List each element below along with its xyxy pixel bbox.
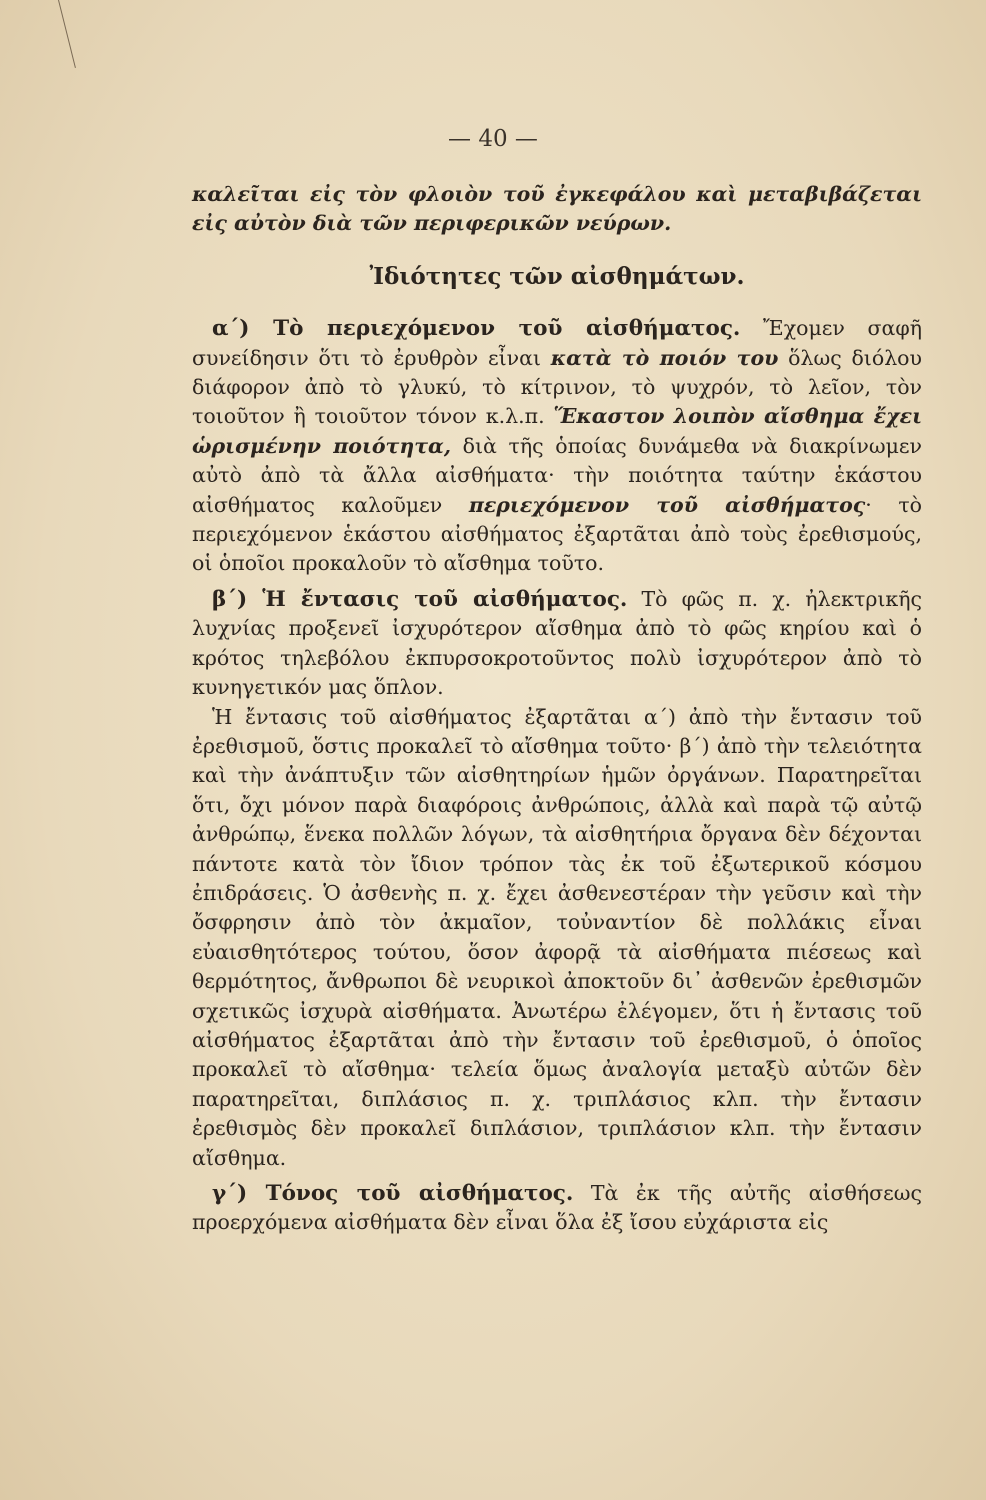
emphasis-run: Ἕκαστον λοιπὸν αἴσθημα ἔχει ὡρισμένην ποιότητα, [192, 404, 922, 458]
text-run: Τὰ ἐκ τῆς αὐτῆς αἰσθήσεως προερχόμενα αἰσθήματα δὲν εἶναι ὅλα ἐξ ἴσου εὐχάριστα εἰς [192, 1181, 922, 1235]
page-number: — 40 — [448, 126, 538, 152]
intro-paragraph: καλεῖται εἰς τὸν φλοιὸν τοῦ ἐγκεφάλου καὶ μεταβιβάζεται εἰς αὐτὸν διὰ τῶν περιφερικῶν νεύρων. [192, 182, 922, 236]
paragraph-intensity-continued: Ἡ ἔντασις τοῦ αἰσθήματος ἐξαρτᾶται α΄) ἀπὸ τὴν ἔντασιν τοῦ ἐρεθισμοῦ, ὅστις προκαλεῖ τὸ αἴσθημα τοῦτο· β΄) ἀπὸ τὴν τελειότητα καὶ τὴν ἀνάπτυξιν τῶν αἰσθητηρίων ἡμῶν ὀργάνων. Παρατηρεῖται ὅτι, ὄχι μόνον παρὰ διαφόροις ἀνθρώποις, ἀλλὰ καὶ παρὰ τῷ αὐτῷ ἀνθρώπῳ, ἕνεκα πολλῶν λόγων, τὰ αἰσθητήρια ὄργανα δὲν δέχονται πάντοτε κατὰ τὸν ἴδιον τρόπον τὰς ἐκ τοῦ ἐξωτερικοῦ κόσμου ἐπιδράσεις. Ὁ ἀσθενὴς π. χ. ἔχει ἀσθενεστέραν τὴν γεῦσιν καὶ τὴν ὄσφρησιν ἀπὸ τὸν ἀκμαῖον, τοὐναντίον δὲ πολλάκις εἶναι εὐαισθητότερος τούτου, ὅσον ἀφορᾷ τὰ αἰσθήματα πιέσεως καὶ θερμότητος, ἄνθρωποι δὲ νευρικοὶ ἀποκτοῦν δι᾽ ἀσθενῶν ἐρεθισμῶν σχετικῶς ἰσχυρὰ αἰσθήματα. Ἀνωτέρω ἐλέγομεν, ὅτι ἡ ἔντασις τοῦ αἰσθήματος ἐξαρτᾶται ἀπὸ τὴν ἔντασιν τοῦ ἐρεθισμοῦ, ὁ ὁποῖος προκαλεῖ τὸ αἴσθημα· τελεία ὅμως ἀναλογία μεταξὺ αὐτῶν δὲν παρατηρεῖται, διπλάσιος π. χ. τριπλάσιος κλπ. τὴν ἔντασιν ἐρεθισμὸς δὲν προκαλεῖ διπλάσιον, τριπλάσιον κλπ. τὴν ἔντασιν αἴσθημα. [192, 704, 922, 1170]
subheading-content: α΄) Τὸ περιεχόμενον τοῦ αἰσθήματος. [212, 316, 741, 342]
text-run: · τὸ περιεχόμενον ἑκάστου αἰσθήματος ἐξαρτᾶται ἀπὸ τοὺς ἐρεθισμούς, οἱ ὁποῖοι προκαλοῦν τὸ αἴσθημα τοῦτο. [192, 492, 922, 576]
text-run: διὰ τῆς ὁποίας δυνάμεθα νὰ διακρίνωμεν αὐτὸ ἀπὸ τὰ ἄλλα αἰσθήματα· τὴν ποιότητα ταύτην ἑκάστου αἰσθήματος καλοῦμεν [192, 433, 922, 517]
text-run: ὅλως διόλου διάφορον ἀπὸ τὸ γλυκύ, τὸ κίτρινον, τὸ ψυχρόν, τὸ λεῖον, τὸν τοιοῦτον ἢ τοιοῦτον τόνον κ.λ.π. [192, 345, 922, 429]
emphasis-run: περιεχόμενον τοῦ αἰσθήματος [468, 492, 866, 517]
text-run: Ἔχομεν σαφῆ συνείδησιν ὅτι τὸ ἐρυθρὸν εἶναι [192, 316, 922, 370]
paragraph-tone [192, 1179, 922, 1238]
subheading-intensity: β΄) Ἡ ἔντασις τοῦ αἰσθήματος. [212, 586, 628, 612]
paragraph-intensity [192, 585, 922, 703]
section-title: Ἰδιότητες τῶν αἰσθημάτων. [369, 262, 745, 290]
paragraph-content [192, 314, 922, 579]
emphasis-run: κατὰ τὸ ποιόν του [550, 345, 779, 370]
paper-edge-mark [58, 0, 76, 68]
subheading-tone: γ΄) Τόνος τοῦ αἰσθήματος. [212, 1181, 574, 1206]
text-run: Τὸ φῶς π. χ. ἠλεκτρικῆς λυχνίας προξενεῖ ἰσχυρότερον αἴσθημα ἀπὸ τὸ φῶς κηρίου καὶ ὁ κρότος τηλεβόλου ἐκπυρσοκροτοῦντος πολὺ ἰσχυρότερον ἀπὸ τὸ κυνηγετικόν μας ὅπλον. [192, 586, 922, 700]
page-body [192, 180, 922, 1238]
